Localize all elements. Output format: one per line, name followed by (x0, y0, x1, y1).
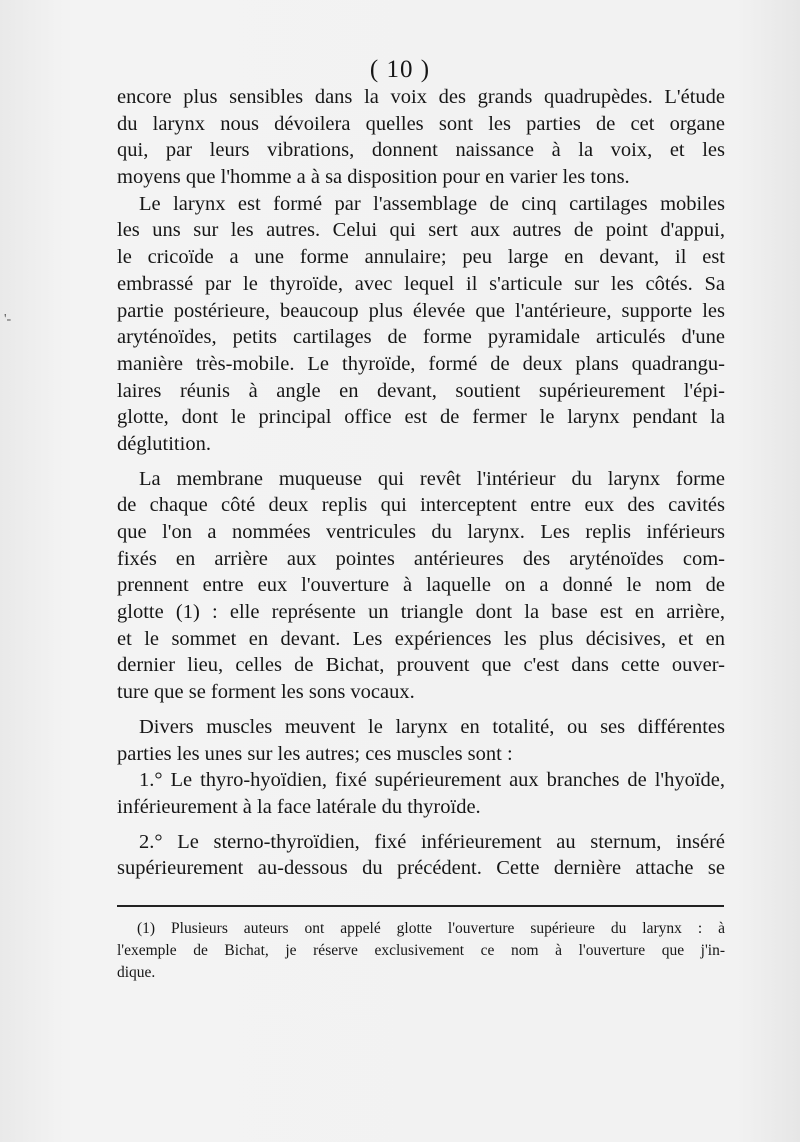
text-line: ture que se forment les sons vocaux. (117, 681, 415, 704)
text-line: La membrane muqueuse qui revêt l'intérieur du larynx forme (139, 467, 725, 490)
text-line: prennent entre eux l'ouverture à laquelle on a donné le nom de (117, 574, 725, 597)
page-number: ( 10 ) (369, 56, 431, 83)
text-line: Divers muscles meuvent le larynx en totalité, ou ses différentes (139, 715, 725, 738)
text-line: que l'on a nommées ventricules du larynx. Les replis inférieurs (117, 521, 725, 543)
text-line: laires réunis à angle en devant, soutient supérieurement l'épi- (117, 379, 725, 402)
text-line: aryténoïdes, petits cartilages de forme pyramidale articulés d'une (117, 326, 725, 349)
footnote-divider (117, 905, 724, 907)
text-line: du larynx nous dévoilera quelles sont les parties de cet organe (117, 112, 725, 135)
text-line: parties les unes sur les autres; ces muscles sont : (117, 742, 513, 765)
text-line: dernier lieu, celles de Bichat, prouvent que c'est dans cette ouver- (117, 654, 725, 677)
text-line: glotte, dont le principal office est de fermer le larynx pendant la (117, 406, 725, 429)
text-line: partie postérieure, beaucoup plus élevée que l'antérieure, supporte les (117, 299, 725, 322)
text-line: déglutition. (117, 432, 211, 455)
text-line: supérieurement au-dessous du précédent. Cette dernière attache se (117, 857, 725, 880)
text-line: le cricoïde a une forme annulaire; peu large en devant, il est (117, 246, 725, 269)
text-line: manière très-mobile. Le thyroïde, formé de deux plans quadrangu- (117, 352, 725, 375)
text-line: embrassé par le thyroïde, avec lequel il s'articule sur les côtés. Sa (117, 272, 725, 295)
footnote-line: l'exemple de Bichat, je réserve exclusivement ce nom à l'ouverture que j'in- (117, 942, 725, 959)
text-line: inférieurement à la face latérale du thyroïde. (117, 795, 481, 818)
text-line: de chaque côté deux replis qui interceptent entre eux des cavités (117, 494, 725, 517)
text-line: qui, par leurs vibrations, donnent naissance à la voix, et les (117, 139, 725, 162)
text-line: les uns sur les autres. Celui qui sert aux autres de point d'appui, (117, 219, 725, 242)
margin-mark: '- (4, 312, 12, 327)
text-line: moyens que l'homme a à sa disposition pour en varier les tons. (117, 166, 630, 189)
text-line: fixés en arrière aux pointes antérieures des aryténoïdes com- (117, 547, 725, 570)
text-line: encore plus sensibles dans la voix des grands quadrupèdes. L'étude (117, 86, 725, 108)
text-line: 2.° Le sterno-thyroïdien, fixé inférieurement au sternum, inséré (139, 830, 725, 853)
footnote-line: (1) Plusieurs auteurs ont appelé glotte l'ouverture supérieure du larynx : à (137, 920, 725, 937)
footnote (117, 918, 725, 984)
text-line: glotte (1) : elle représente un triangle dont la base est en arrière, (117, 601, 725, 624)
body-text (117, 84, 725, 882)
footnote-line: dique. (117, 964, 156, 981)
text-line: et le sommet en devant. Les expériences les plus décisives, et en (117, 627, 725, 650)
text-line: Le larynx est formé par l'assemblage de cinq cartilages mobiles (139, 192, 725, 215)
text-line: 1.° Le thyro-hyoïdien, fixé supérieurement aux branches de l'hyoïde, (139, 769, 725, 792)
